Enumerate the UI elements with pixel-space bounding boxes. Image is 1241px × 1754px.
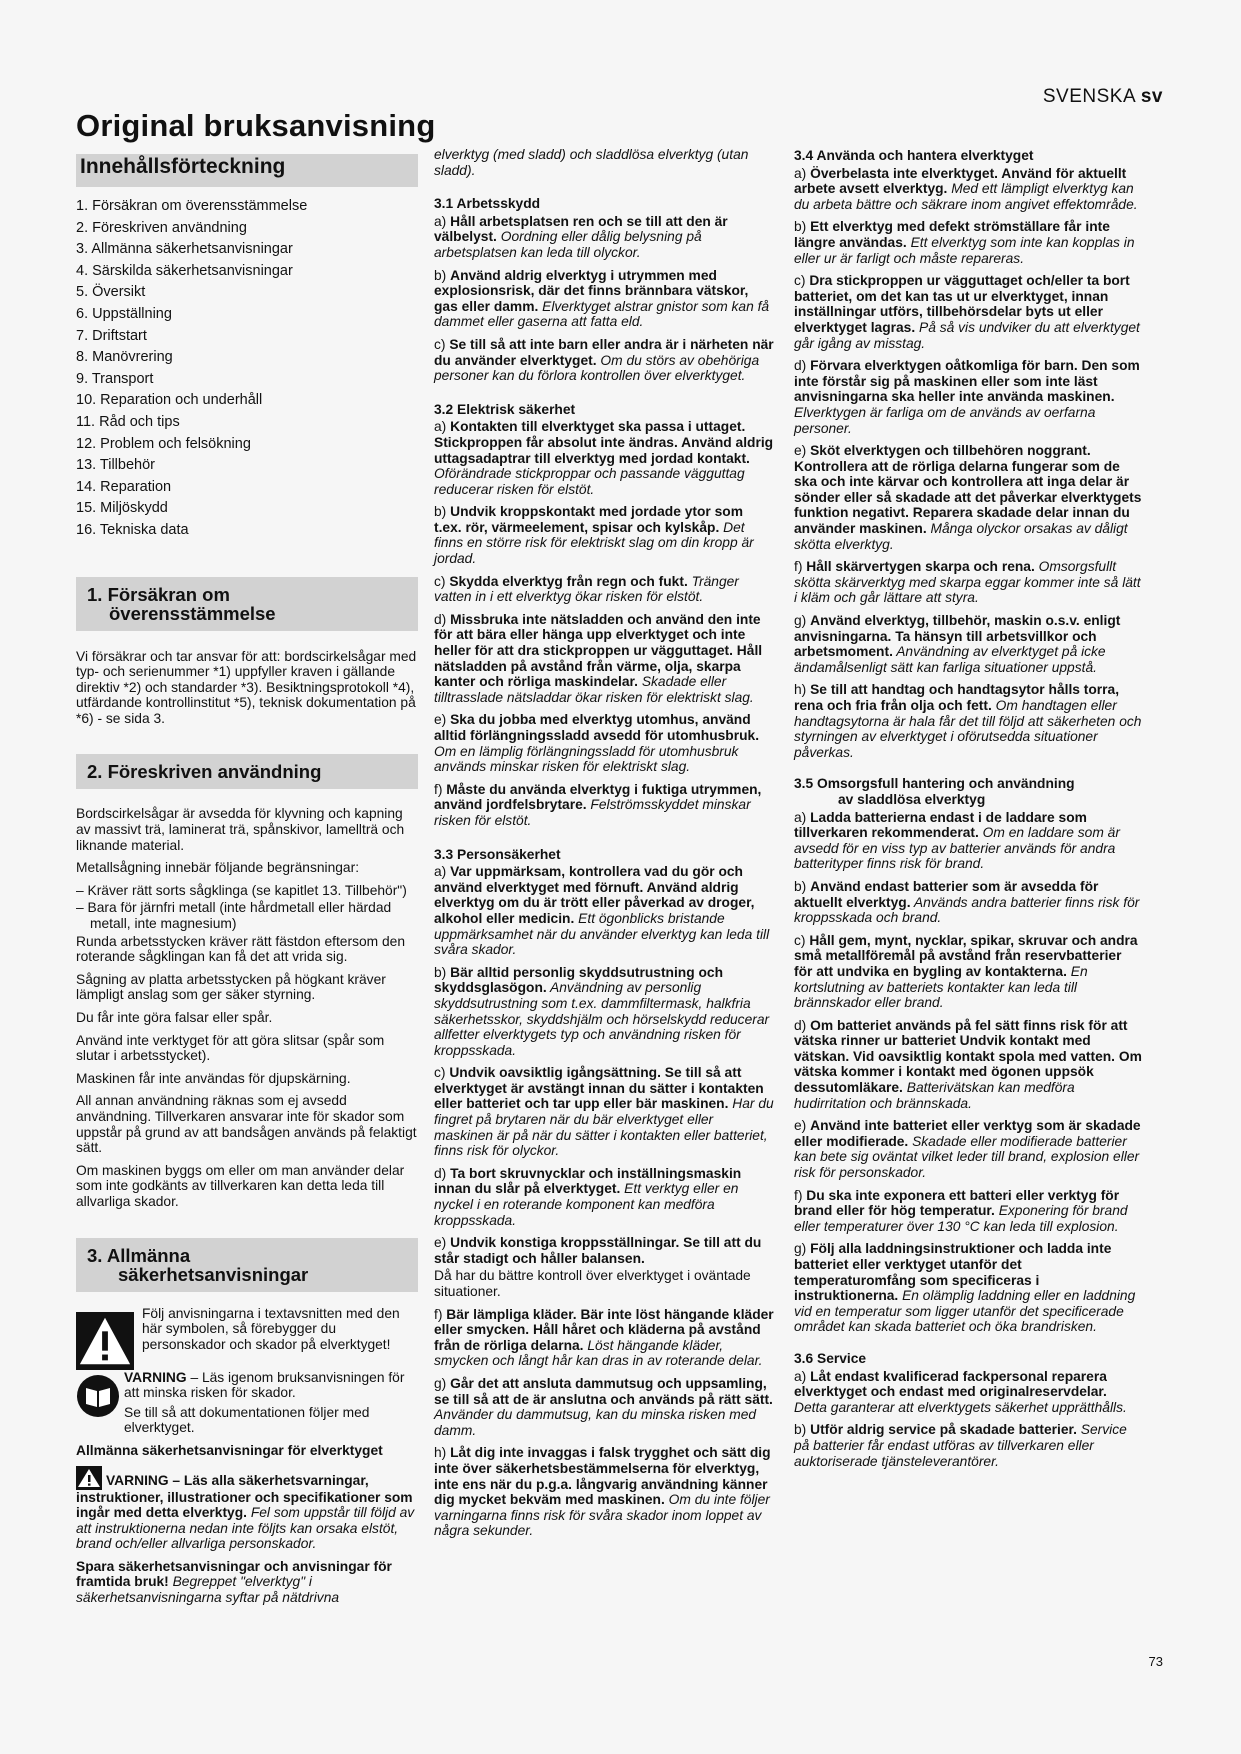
paragraph: Om maskinen byggs om eller om man använder delar som inte godkänts av tillverkaren kan detta leda till allvarliga skador. xyxy=(76,1162,405,1209)
item-label: c) xyxy=(434,336,450,352)
italic-text: Omsorgsfullt skötta skärverktyg med skarpa eggar kommer inte så lätt i kläm och går lättare att styra. xyxy=(794,559,1141,606)
section-3-heading xyxy=(76,1238,418,1292)
item-label: e) xyxy=(794,1118,811,1134)
italic-text: Använder du dammutsug, kan du minska risken med damm. xyxy=(434,1407,757,1438)
bold-text: Följ alla laddningsinstruktioner och ladda inte batteriet eller verktyget utanför det temperaturomfång som specificeras i instruktionerna. xyxy=(794,1241,1112,1304)
paragraph: Då har du bättre kontroll över elverktyget i oväntade situationer. xyxy=(434,1268,751,1299)
paragraph: Du får inte göra falsar eller spår. xyxy=(76,1010,273,1025)
bold-text: Bär alltid personlig skyddsutrustning och skyddsglasögon. xyxy=(434,964,724,996)
paragraph xyxy=(434,1307,774,1369)
paragraph xyxy=(434,1166,774,1228)
item-label: c) xyxy=(434,573,450,589)
paragraph xyxy=(434,1065,774,1159)
item-label: c) xyxy=(794,273,810,289)
bold-text: Ett elverktyg med defekt strömställare får inte längre användas. xyxy=(794,219,1110,250)
item-label: b) xyxy=(434,267,451,283)
column-left xyxy=(76,148,418,1613)
italic-text: Om en lämplig förlängningssladd för utomhusbruk används minskar risken för elektriskt slag. xyxy=(434,743,739,775)
item-label: g) xyxy=(434,1375,451,1391)
paragraph: Bordscirkelsågar är avsedda för klyvning och kapning av massivt trä, laminerat trä, spånskivor, lamellträ och liknande material. xyxy=(76,806,405,853)
italic-text: Tränger vatten in i ett elverktyg ökar risken för elstöt. xyxy=(434,573,739,605)
toc-item[interactable]: 8. Manövrering xyxy=(76,349,173,366)
item-label: h) xyxy=(794,682,811,698)
paragraph xyxy=(434,337,774,384)
paragraph: Metallsågning innebär följande begränsningar: xyxy=(76,860,360,876)
bold-text: Använd endast batterier som är avsedda för aktuellt elverktyg. xyxy=(794,878,1099,910)
bold-text: Överbelasta inte elverktyget. Använd för aktuellt arbete avsett elverktyg. xyxy=(794,165,1127,197)
bold-text: Ta bort skruvnycklar och inställningsmaskin innan du slår på elverktyget. xyxy=(434,1165,742,1197)
toc-item[interactable]: 10. Reparation och underhåll xyxy=(76,392,263,409)
italic-text: Elverktygen är farliga om de används av oerfarna personer. xyxy=(794,404,1096,436)
item-label: e) xyxy=(434,1235,451,1251)
italic-text: En kortslutning av batteriets kontakter kan leda till brännskador eller brand. xyxy=(794,963,1088,1011)
paragraph xyxy=(794,1018,1142,1112)
italic-text: Ett ögonblicks bristande uppmärksamhet när du använder elverktyg kan leda till svåra skador. xyxy=(434,910,770,958)
section-1-heading-line1: 1. Försäkran om xyxy=(87,583,230,605)
toc-item[interactable]: 6. Uppställning xyxy=(76,305,172,322)
italic-text: Oordning eller dålig belysning på arbetsplatsen kan leda till olyckor. xyxy=(434,229,702,260)
bold-text: Kontakten till elverktyget ska passa i uttaget. Stickproppen får absolut inte ändras. Använd aldrig uttagsadaptrar till elverktyg med jordad kontakt. xyxy=(434,419,774,466)
subheading: 3.3 Personsäkerhet xyxy=(434,846,561,862)
toc-item[interactable]: 1. Försäkran om överensstämmelse xyxy=(76,198,308,214)
item-label: f) xyxy=(434,1306,447,1322)
bold-text: Missbruka inte nätsladden och använd den inte för att bära eller hänga upp elverktyget och inte heller för att dra stickproppen ur vägguttaget. Håll nätsladden på avstånd från värme, olja, skarpa kanter och rörliga maskindelar. xyxy=(434,611,763,690)
italic-text: Elverktyget alstrar gnistor som kan få dammet eller gaserna att fatta eld. xyxy=(434,298,770,330)
italic-text: Många olyckor orsakas av dåligt skötta elverktyg. xyxy=(794,521,1128,552)
item-label: a) xyxy=(794,165,811,181)
paragraph: Maskinen får inte användas för djupskärning. xyxy=(76,1070,351,1086)
italic-text: Felströmsskyddet minskar risken för elstöt. xyxy=(434,797,751,828)
bold-text: Utför aldrig service på skadade batterier. xyxy=(810,1422,1077,1438)
paragraph xyxy=(794,219,1142,266)
toc-item[interactable]: 11. Råd och tips xyxy=(76,413,180,430)
paragraph xyxy=(76,1559,418,1606)
bold-text: Går det att ansluta dammutsug och uppsamling, se till så att de är anslutna och används på rätt sätt. xyxy=(434,1375,773,1407)
italic-text: Har du fingret på brytaren när du bär elverktyget eller maskinen är på när du sätter i kontakten eller batteriet, finns risk för olyckor. xyxy=(434,1096,774,1159)
paragraph xyxy=(434,782,774,829)
italic-text: Skadade eller modifierade batterier kan bete sig oväntat vilket leder till brand, explosion eller risk för personskador. xyxy=(794,1133,1140,1181)
paragraph xyxy=(434,504,774,566)
bold-text: Var uppmärksam, kontrollera vad du gör och använd elverktyget med förnuft. Använd aldrig elverktyg om du är trött eller påverkad av droger, alkohol eller medicin. xyxy=(434,864,755,926)
paragraph xyxy=(434,574,774,605)
item-label: a) xyxy=(434,213,451,229)
item-label: a) xyxy=(434,864,451,880)
toc-heading: Innehållsförteckning xyxy=(76,154,418,187)
bold-text: Låt dig inte invaggas i falsk trygghet och sätt dig inte över säkerhetsbestämmelserna för elverktyg, inte ens när du p.g.a. långvarig användning känner dig mycket bekväm med maskinen. xyxy=(434,1445,771,1508)
italic-text: Fel som uppstår till följd av att instruktionerna nedan inte följts kan orsaka elstöt, brand och/eller allvarliga personskador. xyxy=(76,1505,415,1552)
item-label: b) xyxy=(434,504,451,520)
italic-text: Detta garanterar att elverktygets säkerhet upprätthålls. xyxy=(794,1399,1127,1415)
italic-text: En olämplig laddning eller en laddning vid en temperatur som ligger utanför det specificerade området kan skada batteriet och öka brandrisken. xyxy=(794,1288,1136,1335)
italic-text: Om du inte följer varningarna finns risk för svåra skador inom loppet av några sekunder. xyxy=(434,1492,770,1539)
item-label: b) xyxy=(794,878,811,894)
bold-text: Om batteriet används på fel sätt finns risk för att vätska rinner ur batteriet Undvik kontakt med vätskan. Vid oavsiktlig kontakt spola med vatten. Om vätska kommer i kontakt med ögonen uppsök dessutomläkare. xyxy=(794,1017,1142,1096)
warning-bold: VARNING xyxy=(124,1369,187,1385)
subheading: Allmänna säkerhetsanvisningar för elverktyget xyxy=(76,1442,383,1458)
toc-item[interactable]: 16. Tekniska data xyxy=(76,521,189,538)
paragraph: Använd inte verktyget för att göra slitsar (spår som slutar i arbetsstycket). xyxy=(76,1032,385,1064)
toc-item[interactable]: 9. Transport xyxy=(76,370,154,387)
bold-text: Ska du jobba med elverktyg utomhus, använd alltid förlängningssladd avsedd för utomhusbruk. xyxy=(434,712,760,743)
italic-text: Begreppet "elverktyg" i säkerhetsanvisningarna syftar på nätdrivna xyxy=(76,1574,340,1606)
italic-text: Det finns en större risk för elektriskt slag om din kropp är jordad. xyxy=(434,519,754,567)
subheading: 3.1 Arbetsskydd xyxy=(434,196,541,212)
paragraph xyxy=(434,1445,774,1539)
paragraph xyxy=(794,613,1142,675)
item-label: a) xyxy=(794,809,811,825)
warning-text xyxy=(76,1370,418,1401)
subheading: 3.4 Använda och hantera elverktyget xyxy=(794,148,1034,163)
toc-item[interactable]: 7. Driftstart xyxy=(76,327,147,344)
item-label: d) xyxy=(434,1165,451,1181)
column-middle xyxy=(434,147,774,1546)
page-title: Original bruksanvisning xyxy=(76,108,436,143)
language-label: SVENSKA sv xyxy=(1042,86,1163,107)
warning-small-icon xyxy=(76,1466,102,1490)
paragraph xyxy=(794,879,1142,926)
toc-item[interactable]: 2. Föreskriven användning xyxy=(76,219,247,236)
item-label: a) xyxy=(434,419,451,435)
paragraph xyxy=(794,166,1142,213)
italic-text: Exponering för brand eller temperaturer över 130 °C kan leda till explosion. xyxy=(794,1203,1128,1234)
italic-text: Om handtagen eller handtagsytorna är hala får det till följd att säkerheten och styrningen av elverktyget i oförutsedda situationer påverkas. xyxy=(794,698,1142,760)
bold-text: Undvik kroppskontakt med jordade ytor som t.ex. rör, värmeelement, spisar och kylskåp. xyxy=(434,504,743,535)
toc-item[interactable]: 13. Tillbehör xyxy=(76,457,155,474)
paragraph xyxy=(434,712,774,774)
paragraph xyxy=(794,1422,1142,1469)
paragraph xyxy=(794,810,1142,872)
item-label: d) xyxy=(794,1017,811,1033)
paragraph xyxy=(794,1241,1142,1335)
paragraph xyxy=(794,559,1142,606)
toc-item[interactable]: 12. Problem och felsökning xyxy=(76,435,251,452)
item-label: c) xyxy=(794,932,810,948)
bold-text: Håll arbetsplatsen ren och se till att den är välbelyst. xyxy=(434,213,728,245)
warning-text: Följ anvisningarna i textavsnitten med den här symbolen, så förebygger du personskador och skador på elverktyget! xyxy=(142,1305,400,1352)
bold-text: Låt endast kvalificerad fackpersonal reparera elverktyget och endast med originalreservdelar. xyxy=(794,1368,1107,1400)
paragraph: Runda arbetsstycken kräver rätt fästdon eftersom den roterande sågklingan kan få det att vrida sig. xyxy=(76,933,405,965)
section-3-heading-line2: säkerhetsanvisningar xyxy=(118,1263,309,1285)
manual-read-block xyxy=(76,1370,418,1436)
toc-item[interactable]: 5. Översikt xyxy=(76,284,146,301)
italic-text: Om du störs av obehöriga personer kan du förlora kontrollen över elverktyget. xyxy=(434,352,760,384)
bold-text: Håll gem, mynt, nycklar, spikar, skruvar och andra små metallföremål på avstånd från reservbatterier för att undvika en bygling av kontakterna. xyxy=(794,932,1138,979)
list-item: – Kräver rätt sorts sågklinga (se kapitlet 13. Tillbehör") xyxy=(76,882,407,898)
paragraph xyxy=(434,1235,774,1266)
toc-item[interactable]: 4. Särskilda säkerhetsanvisningar xyxy=(76,262,293,279)
section-3-heading-line1: 3. Allmänna xyxy=(87,1244,191,1266)
section-1-text: Vi försäkrar och tar ansvar för att: bordscirkelsågar med typ- och serienummer *1) uppfyller kraven i gällande direktiv *2) och standarder *3). Besiktningsprotokoll *4), utfärdande kontrollinstitut *5), teknisk dokumentation på *6) - se sida 3. xyxy=(76,648,417,726)
paragraph: elverktyg (med sladd) och sladdlösa elverktyg (utan sladd). xyxy=(434,147,749,178)
bold-text: Förvara elverktygen oåtkomliga för barn. Den som inte förstår sig på maskinen eller som inte läst anvisningarna ska heller inte använda maskinen. xyxy=(794,358,1140,405)
paragraph xyxy=(794,273,1142,351)
paragraph xyxy=(794,933,1142,1011)
paragraph xyxy=(434,419,774,497)
bold-text: Se till att handtag och handtagsytor hålls torra, rena och fria från olja och fett. xyxy=(794,682,1120,713)
italic-text: Användning av personlig skyddsutrustning som t.ex. dammfiltermask, halkfria säkerhetsskor, skyddshjälm och hörselskydd reducerar allfetter elverktygets typ och användning risken för kroppsskada. xyxy=(434,980,770,1058)
item-label: g) xyxy=(794,1241,811,1257)
item-label: e) xyxy=(794,443,811,459)
italic-text: På så vis undviker du att elverktyget går igång av misstag. xyxy=(794,319,1140,351)
item-label: b) xyxy=(434,964,451,980)
paragraph xyxy=(434,214,774,261)
toc-item[interactable]: 14. Reparation xyxy=(76,478,172,495)
item-label: f) xyxy=(434,781,447,797)
section-1-heading-line2: överensstämmelse xyxy=(109,602,276,624)
bold-text: Se till så att inte barn eller andra är i närheten när du använder elverktyget. xyxy=(434,336,774,368)
italic-text: Löst hängande kläder, smycken och långt hår kan dras in av roterande delar. xyxy=(434,1337,763,1369)
italic-text: Ett elverktyg som inte kan kopplas in eller ur är farligt och måste repareras. xyxy=(794,234,1135,266)
paragraph xyxy=(794,1188,1142,1235)
bold-text: Måste du använda elverktyg i fuktiga utrymmen, använd jordfelsbrytare. xyxy=(434,781,762,813)
item-label: d) xyxy=(794,358,811,374)
paragraph: Sågning av platta arbetsstycken på högkant kräver lämpligt anslag som ger säker styrning. xyxy=(76,971,386,1003)
item-label: f) xyxy=(794,1187,807,1203)
item-label: e) xyxy=(434,712,451,728)
warning-block xyxy=(76,1306,418,1366)
column-right xyxy=(794,148,1142,1476)
subheading xyxy=(794,776,1142,807)
bold-text: Sköt elverktygen och tillbehören noggrant. Kontrollera att de rörliga delarna fungerar som de ska och inte kärvar och kontrollera att inga delar är sönder eller så skadade att det påverkar elverktygets funktion negativt. Reparera skadade delar innan du använder maskinen. xyxy=(794,443,1142,537)
italic-text: Skadade eller tilltrasslade nätsladdar ökar risken för elektriskt slag. xyxy=(434,674,754,705)
read-manual-icon xyxy=(76,1374,120,1418)
subheading: 3.6 Service xyxy=(794,1350,867,1366)
paragraph xyxy=(794,358,1142,436)
subheading: 3.2 Elektrisk säkerhet xyxy=(434,401,576,417)
list-item: – Bara för järnfri metall (inte hårdmetall eller härdad metall, inte magnesium) xyxy=(76,900,392,932)
toc-item[interactable]: 15. Miljöskydd xyxy=(76,500,168,517)
toc-list xyxy=(76,197,418,543)
paragraph xyxy=(794,443,1142,552)
item-label: h) xyxy=(434,1445,451,1461)
item-label: a) xyxy=(794,1368,811,1384)
bold-text: Undvik konstiga kroppsställningar. Se till att du står stadigt och håller balansen. xyxy=(434,1235,762,1266)
warning-text: Se till så att dokumentationen följer med elverktyget. xyxy=(124,1404,370,1436)
italic-text: Ett verktyg eller en nyckel i en roterande komponent kan medföra kroppsskada. xyxy=(434,1181,739,1228)
bold-text: Spara säkerhetsanvisningar och anvisningar för framtida bruk! xyxy=(76,1558,392,1590)
italic-text: Oförändrade stickproppar och passande vägguttag reducerar risken för elstöt. xyxy=(434,466,745,497)
bold-text: Skydda elverktyg från regn och fukt. xyxy=(449,573,688,589)
paragraph xyxy=(76,1466,418,1552)
section-2-heading: 2. Föreskriven användning xyxy=(76,754,418,789)
bold-text: Använd aldrig elverktyg i utrymmen med explosionsrisk, där det finns brännbara vätskor, gas eller damm. xyxy=(434,267,749,314)
italic-text: Batterivätskan kan medföra hudirritation och brännskada. xyxy=(794,1080,1075,1111)
paragraph xyxy=(794,1369,1142,1416)
item-label: b) xyxy=(794,1422,811,1438)
paragraph xyxy=(794,1118,1142,1180)
paragraph xyxy=(434,268,774,330)
bold-text: Undvik oavsiktlig igångsättning. Se till så att elverktyget är avstängt innan du sätter i kontakten eller batteriet och tar upp eller bär maskinen. xyxy=(434,1065,764,1112)
italic-text: Med ett lämpligt elverktyg kan du arbeta bättre och säkrare inom angivet effektområde. xyxy=(794,181,1138,212)
italic-text: Service på batterier får endast utföras av tillverkaren eller auktoriserade tjänsteleverantörer. xyxy=(794,1422,1127,1469)
subheading-line1: 3.5 Omsorgsfull hantering och användning xyxy=(794,776,1075,792)
toc-item[interactable]: 3. Allmänna säkerhetsanvisningar xyxy=(76,241,293,258)
bold-text: VARNING – Läs alla säkerhetsvarningar, instruktioner, illustrationer och specifikationer som ingår med detta elverktyg. xyxy=(76,1472,413,1521)
paragraph xyxy=(794,682,1142,760)
item-label: d) xyxy=(434,611,451,627)
paragraph xyxy=(434,612,774,706)
paragraph: All annan användning räknas som ej avsedd användning. Tillverkaren ansvarar inte för skador som uppstår på grund av att bandsågen används på felaktigt sätt. xyxy=(76,1093,417,1156)
italic-text: Användning av elverktyget på icke ändamålsenligt sätt kan farliga situationer uppstå. xyxy=(794,644,1106,675)
item-label: c) xyxy=(434,1065,450,1081)
paragraph xyxy=(434,864,774,958)
bold-text: Använd inte batteriet eller verktyg som är skadade eller modifierade. xyxy=(794,1118,1141,1149)
item-label: g) xyxy=(794,613,811,629)
section-1-heading xyxy=(76,577,418,631)
bold-text: Du ska inte exponera ett batteri eller verktyg för brand eller för hög temperatur. xyxy=(794,1187,1120,1219)
italic-text: Om en laddare som är avsedd för en viss typ av batterier används för andra batterityper finns risk för brand. xyxy=(794,825,1120,872)
bold-text: Använd elverktyg, tillbehör, maskin o.s.v. enligt anvisningarna. Ta hänsyn till arbetsvillkor och arbetsmoment. xyxy=(794,613,1121,660)
subheading-line2: av sladdlösa elverktyg xyxy=(838,791,986,807)
page-number: 73 xyxy=(1148,1654,1163,1669)
bold-text: Bär lämpliga kläder. Bär inte löst hängande kläder eller smycken. Håll håret och kläderna på avstånd från de rörliga delarna. xyxy=(434,1306,774,1353)
paragraph xyxy=(434,965,774,1059)
italic-text: Används andra batterier finns risk för kroppsskada och brand. xyxy=(794,894,1140,926)
bold-text: Ladda batterierna endast i de laddare som tillverkaren rekommenderat. xyxy=(794,809,1087,841)
bold-text: Dra stickproppen ur vägguttaget och/eller ta bort batteriet, om det kan tas ut ur elverktyget, innan inställningar utförs, tillbehörsdelar byts ut eller elverktyget lagras. xyxy=(794,273,1130,335)
item-label: f) xyxy=(794,559,807,575)
warning-text-rest: – Läs igenom bruksanvisningen för att minska risken för skador. xyxy=(124,1369,405,1401)
warning-triangle-icon xyxy=(76,1312,134,1370)
paragraph xyxy=(434,1376,774,1438)
item-label: b) xyxy=(794,219,811,235)
bold-text: Håll skärvertygen skarpa och rena. xyxy=(806,559,1035,575)
